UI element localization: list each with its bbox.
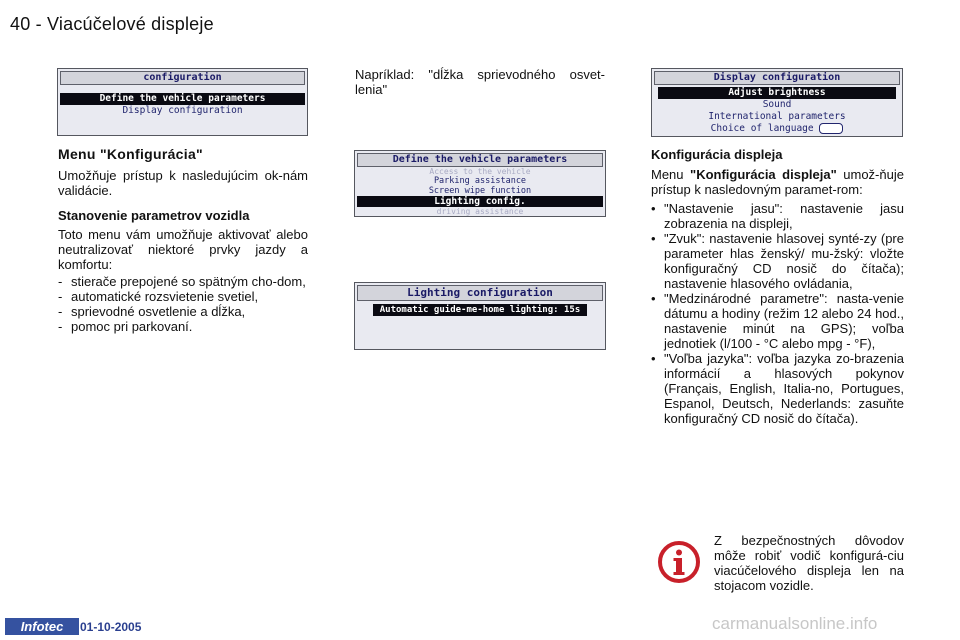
safety-note — [714, 533, 904, 603]
list-item: • "Zvuk": nastavenie hlasovej synté-zy (pre parameter hlas ženský/ mu-žský: vložte konfiguračný CD nosič do čítača); nastavenie hlasového ovládania, — [651, 231, 904, 291]
safety-note-text: Z bezpečnostných dôvodov môže robiť vodič konfigurá-ciu viacúčelového displeja len na stojacom vozidle. — [714, 533, 904, 593]
display-config-heading: Konfigurácia displeja — [651, 147, 783, 162]
screen-row: Sound — [762, 99, 792, 110]
screen-configuration — [57, 68, 308, 136]
list-item: • "Nastavenie jasu": nastavenie jasu zobrazenia na displeji, — [651, 201, 904, 231]
vehicle-params-list — [58, 274, 308, 334]
list-item: - stierače prepojené so spätným cho-dom, — [58, 274, 306, 289]
list-item: - sprievodné osvetlenie a dĺžka, — [58, 304, 246, 319]
screen-row: Lighting config. — [357, 196, 603, 207]
footer-date: 01-10-2005 — [80, 620, 142, 634]
example-text: Napríklad: "dĺžka sprievodného osvet-lenia" — [355, 67, 605, 97]
screen-row: Display configuration — [122, 105, 243, 116]
vehicle-params-heading: Stanovenie parametrov vozidla — [58, 208, 250, 223]
page-header — [10, 14, 214, 35]
screen-vehicle-parameters — [354, 150, 606, 217]
list-item: - automatické rozsvietenie svetiel, — [58, 289, 259, 304]
display-config-menu-name: "Konfigurácia displeja" — [690, 167, 837, 182]
list-item: • "Medzinárodné parametre": nasta-venie dátumu a hodiny (režim 12 alebo 24 hod., nastavenie minút na GPS); voľba jednotiek (l/100 - °C alebo mpg - °F), — [651, 291, 904, 351]
screen-row: Choice of language — [652, 123, 902, 135]
infotec-logo: Infotec — [5, 618, 79, 635]
screen-row: Access to the vehicle — [429, 167, 531, 176]
list-item: - pomoc pri parkovaní. — [58, 319, 193, 334]
screen-title: Lighting configuration — [357, 285, 603, 301]
info-icon — [657, 540, 701, 584]
menu-configuration-intro: Umožňuje prístup k nasledujúcim ok-nám validácie. — [58, 168, 308, 198]
page-number: 40 — [10, 14, 31, 34]
middle-column — [355, 67, 605, 107]
display-config-intro: Menu "Konfigurácia displeja" umož-ňuje prístup k nasledovným paramet-rom: — [651, 167, 904, 197]
screen-title: Display configuration — [654, 71, 900, 85]
menu-configuration-heading: Menu "Konfigurácia" — [58, 146, 203, 162]
screen-row: Screen wipe function — [428, 186, 532, 196]
language-flag-icon — [819, 123, 843, 134]
screen-title: configuration — [60, 71, 305, 85]
screen-row: Parking assistance — [433, 176, 527, 186]
screen-title: Define the vehicle parameters — [357, 153, 603, 167]
screen-row: Automatic guide-me-home lighting: 15s — [373, 304, 587, 316]
screen-row: International parameters — [708, 111, 846, 122]
watermark: carmanualsonline.info — [712, 614, 878, 633]
screen-row: Define the vehicle parameters — [60, 93, 305, 105]
screen-row: driving assistance — [436, 207, 524, 216]
display-config-list — [651, 201, 904, 426]
screen-lighting-configuration — [354, 282, 606, 350]
vehicle-params-text: Toto menu vám umožňuje aktivovať alebo neutralizovať niektoré prvky jazdy a komfortu: — [58, 227, 308, 272]
left-column — [58, 147, 308, 334]
screen-display-configuration — [651, 68, 903, 137]
page-title: Viacúčelové displeje — [47, 14, 214, 34]
header-separator: - — [35, 14, 42, 34]
list-item: • "Voľba jazyka": voľba jazyka zo-brazenia informácií a hlasových pokynov (Français, English, Italia-no, Portugues, Espanol, Deutsch, Nederlands: zasuňte konfiguračný CD nosič do čítača). — [651, 351, 904, 426]
screen-row: Adjust brightness — [658, 87, 896, 99]
right-column — [651, 147, 904, 426]
